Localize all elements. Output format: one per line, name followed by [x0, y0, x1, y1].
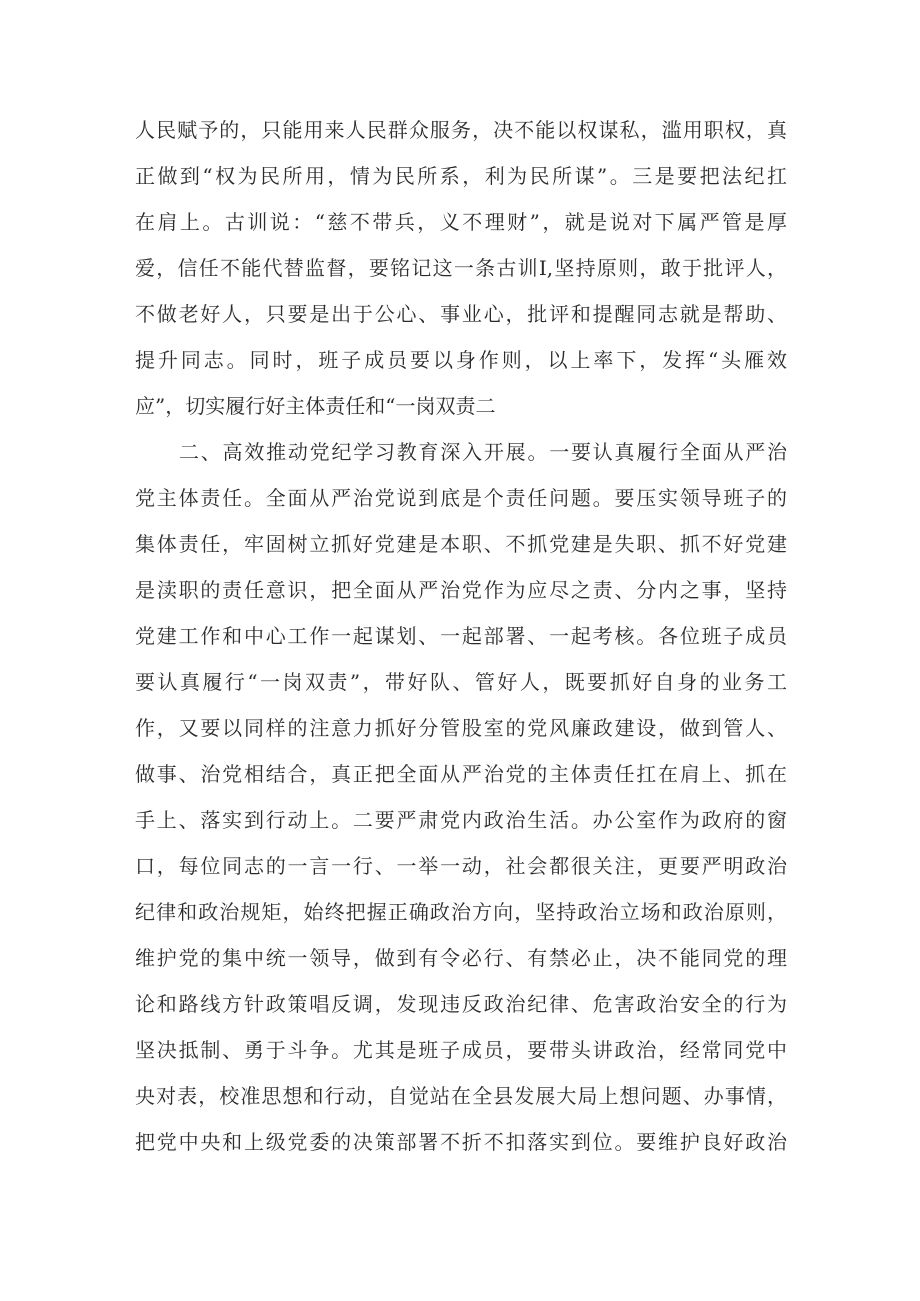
section-heading-line: 二、高效推动党纪学习教育深入开展。一要认真履行全面从严治	[179, 440, 787, 464]
text-line: 党建工作和中心工作一起谋划、一起部署、一起考核。各位班子成员	[135, 624, 787, 648]
text-line: 不做老好人，只要是出于公心、事业心，批评和提醒同志就是帮助、	[135, 302, 787, 326]
text-line: 把党中央和上级党委的决策部署不折不扣落实到位。要维护良好政治	[135, 1130, 787, 1154]
text-line: 在肩上。古训说：“慈不带兵，义不理财”，就是说对下属严管是厚	[135, 210, 787, 234]
text-line: 央对表，校准思想和行动，自觉站在全县发展大局上想问题、办事情，	[135, 1084, 787, 1108]
text-line: 集体责任，牢固树立抓好党建是本职、不抓党建是失职、抓不好党建	[135, 532, 787, 556]
text-line: 口，每位同志的一言一行、一举一动，社会都很关注，更要严明政治	[135, 854, 787, 878]
text-line: 要认真履行“一岗双责”，带好队、管好人，既要抓好自身的业务工	[135, 670, 787, 694]
text-line: 正做到“权为民所用，情为民所系，利为民所谋”。三是要把法纪扛	[135, 164, 787, 188]
text-line: 爱，信任不能代替监督，要铭记这一条古训I,坚持原则，敢于批评人，	[135, 256, 787, 280]
text-line: 是渎职的责任意识，把全面从严治党作为应尽之责、分内之事，坚持	[135, 578, 787, 602]
text-line: 应”，切实履行好主体责任和“一岗双责二	[135, 394, 496, 418]
text-line: 纪律和政治规矩，始终把握正确政治方向，坚持政治立场和政治原则，	[135, 900, 787, 924]
text-line: 党主体责任。全面从严治党说到底是个责任问题。要压实领导班子的	[135, 486, 787, 510]
text-line: 手上、落实到行动上。二要严肃党内政治生活。办公室作为政府的窗	[135, 808, 787, 832]
text-line: 人民赋予的，只能用来人民群众服务，决不能以权谋私，滥用职权，真	[135, 118, 787, 142]
text-line: 作，又要以同样的注意力抓好分管股室的党风廉政建设，做到管人、	[135, 716, 787, 740]
text-line: 做事、治党相结合，真正把全面从严治党的主体责任扛在肩上、抓在	[135, 762, 787, 786]
text-line: 坚决抵制、勇于斗争。尤其是班子成员，要带头讲政治，经常同党中	[135, 1038, 787, 1062]
text-line: 提升同志。同时，班子成员要以身作则，以上率下，发挥“头雁效	[135, 348, 787, 372]
text-line: 维护党的集中统一领导，做到有令必行、有禁必止，决不能同党的理	[135, 946, 787, 970]
text-line: 论和路线方针政策唱反调，发现违反政治纪律、危害政治安全的行为	[135, 992, 787, 1016]
